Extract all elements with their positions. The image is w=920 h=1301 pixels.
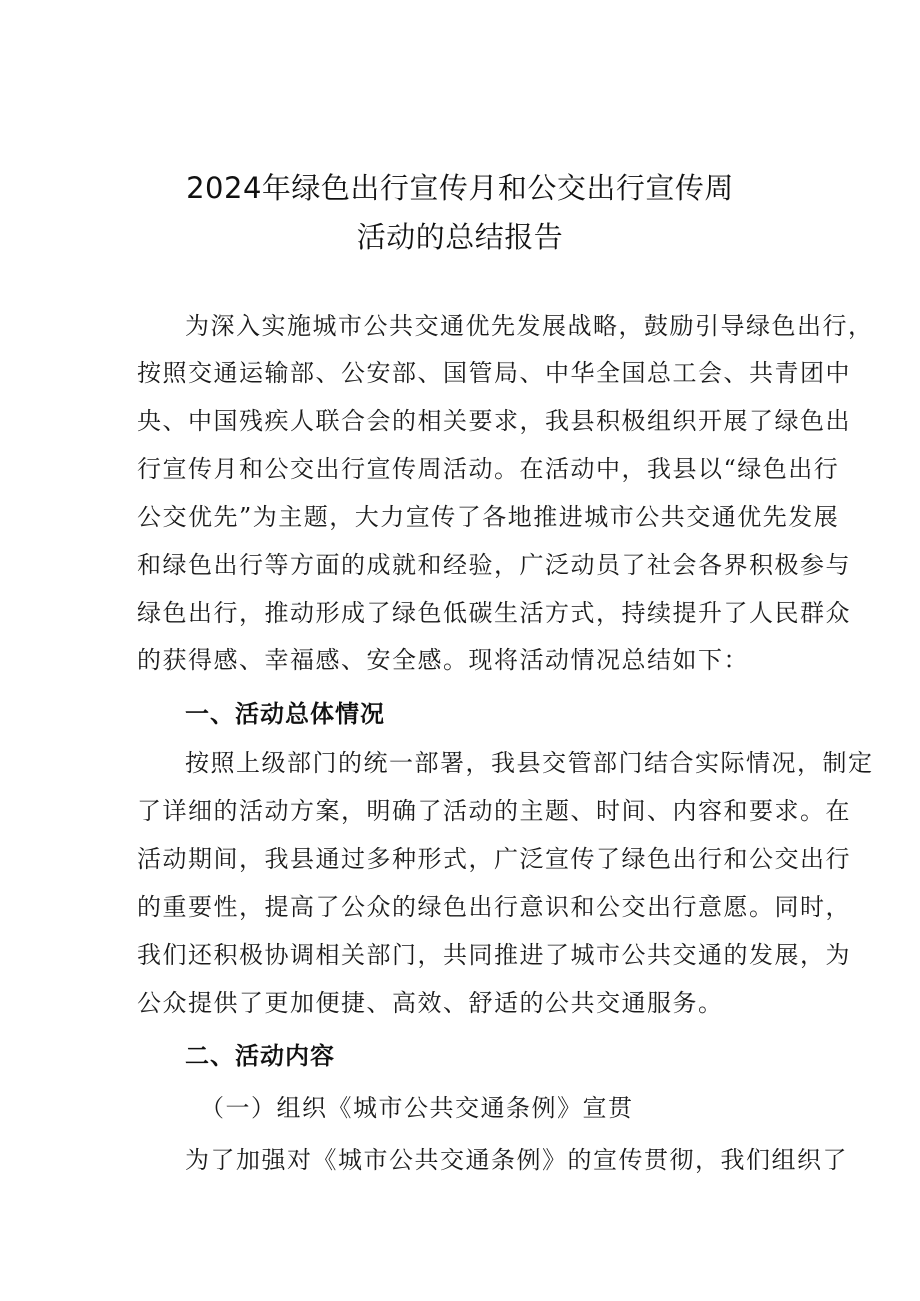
section-2-line-1: 为了加强对《城市公共交通条例》的宣传贯彻，我们组织了 [185, 1146, 848, 1174]
section-1-line-1: 按照上级部门的统一部署，我县交管部门结合实际情况，制定 [185, 749, 874, 777]
section-1-line-3: 活动期间，我县通过多种形式，广泛宣传了绿色出行和公交出行 [137, 845, 851, 873]
intro-line-7: 绿色出行，推动形成了绿色低碳生活方式，持续提升了人民群众 [137, 599, 851, 627]
section-1-line-6: 公众提供了更加便捷、高效、舒适的公共交通服务。 [137, 989, 724, 1017]
intro-line-8: 的获得感、幸福感、安全感。现将活动情况总结如下： [137, 646, 749, 674]
intro-line-5: 公交优先”为主题，大力宣传了各地推进城市公共交通优先发展 [137, 503, 840, 531]
document-title-line-2: 活动的总结报告 [356, 220, 564, 254]
section-1-line-5: 我们还积极协调相关部门，共同推进了城市公共交通的发展，为 [137, 941, 851, 969]
section-1-heading: 一、活动总体情况 [185, 700, 385, 728]
intro-line-6: 和绿色出行等方面的成就和经验，广泛动员了社会各界积极参与 [137, 551, 851, 579]
section-2-subheading: （一）组织《城市公共交通条例》宣贯 [200, 1094, 634, 1122]
section-2-heading: 二、活动内容 [185, 1042, 335, 1070]
intro-line-1: 为深入实施城市公共交通优先发展战略，鼓励引导绿色出行， [185, 312, 874, 340]
document-title-line-1: 2024年绿色出行宣传月和公交出行宣传周 [186, 171, 734, 205]
intro-line-4: 行宣传月和公交出行宣传周活动。在活动中，我县以“绿色出行 [137, 455, 840, 483]
intro-line-3: 央、中国残疾人联合会的相关要求，我县积极组织开展了绿色出 [137, 407, 851, 435]
section-1-line-2: 了详细的活动方案，明确了活动的主题、时间、内容和要求。在 [137, 797, 851, 825]
section-1-line-4: 的重要性，提高了公众的绿色出行意识和公交出行意愿。同时， [137, 893, 851, 921]
intro-line-2: 按照交通运输部、公安部、国管局、中华全国总工会、共青团中 [137, 359, 851, 387]
